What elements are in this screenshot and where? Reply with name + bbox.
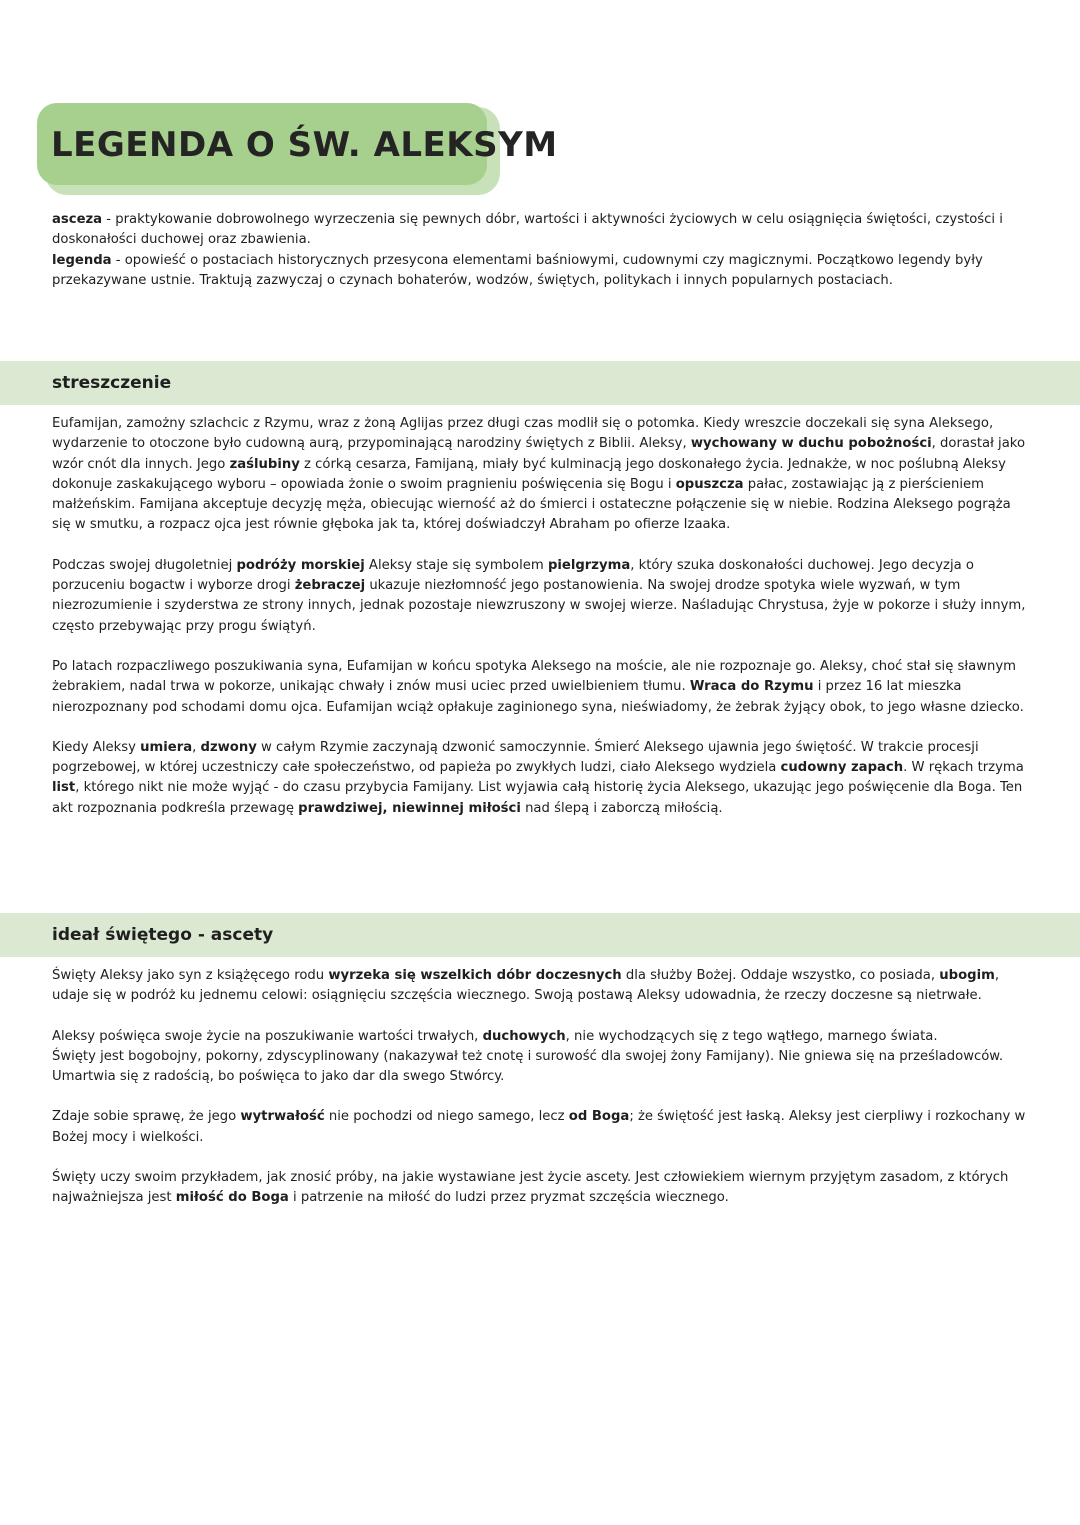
text: , którego nikt nie może wyjąć - do czasu przybycia Famijany. List wyjawia całą historię życia Aleksego, ukazując jego poświęcenie dla Boga. Ten akt rozpoznania podkreśla przewagę: [52, 780, 1023, 816]
ideal-paragraph-4: [52, 1107, 1032, 1148]
ideal-paragraph-3: Święty jest bogobojny, pokorny, zdyscyplinowany (nakazywał też cnotę i surowość dla swojej żony Famijany). Nie gniewa się na prześladowców. Umartwia się z radością, bo poświęca to jako dar dla swego Stwórcy.: [52, 1048, 1004, 1085]
ideal-paragraph-2: [52, 1027, 1032, 1047]
bold-text: wytrwałość: [240, 1109, 325, 1125]
text: Po latach rozpaczliwego poszukiwania syna, Eufamijan w końcu spotyka Aleksego na moście, ale nie rozpoznaje go. Aleksy, choć stał się sławnym żebrakiem, nadal trwa w pokorze, unikając chwały i znów musi uciec przed uwielbieniem tłumu.: [52, 658, 1016, 695]
text: , dorastał jako wzór cnót dla innych. Jego: [52, 436, 1026, 472]
section-title-ideal: ideał świętego - ascety: [52, 925, 274, 945]
bold-text: Wraca do Rzymu: [689, 679, 814, 695]
text: z córką cesarza, Famijaną, miały być kulminacją jego doskonałego życia. Jednakże, w noc poślubną Aleksy dokonuje zaskakującego wyboru – opowiada żonie o swoim pragnieniu poświęcenia się Bogu i: [52, 456, 1006, 492]
section-header-ideal: [0, 913, 1080, 957]
bold-text: podróży morskiej: [236, 557, 365, 573]
text: Podczas swojej długoletniej: [52, 557, 237, 573]
bold-text: od Boga: [568, 1109, 630, 1125]
bold-text: pielgrzyma: [547, 557, 631, 573]
bold-text: zaślubiny: [229, 456, 300, 472]
bold-text: wyrzeka się wszelkich dóbr doczesnych: [328, 968, 622, 983]
ideal-paragraph-5: [52, 1168, 1032, 1209]
definition-text: - praktykowanie dobrowolnego wyrzeczenia się pewnych dóbr, wartości i aktywności życiowych w celu osiągnięcia świętości, czystości i doskonałości duchowej oraz zbawienia.: [52, 212, 1003, 248]
spacer: [52, 1087, 1032, 1107]
ideal-paragraph-1: [52, 966, 1032, 1007]
text: nad ślepą i zaborczą miłością.: [520, 800, 723, 816]
title-banner: [37, 103, 558, 195]
definitions: [52, 210, 1032, 291]
text: Eufamijan, zamożny szlachcic z Rzymu, wraz z żoną Aglijas przez długi czas modlił się o potomka. Kiedy wreszcie doczekali się syna Aleksego, wydarzenie to otoczone było cudowną aurą, przypominającą narodziny świętych z Biblii. Aleksy,: [52, 416, 994, 452]
ideal-text: [52, 966, 1032, 1209]
text: dla służby Bożej. Oddaje wszystko, co posiada,: [621, 968, 940, 983]
bold-text: dzwony: [200, 739, 257, 755]
text: w całym Rzymie zaczynają dzwonić samoczynnie. Śmierć Aleksego ujawnia jego świętość. W trakcie procesji pogrzebowej, w której uczestniczy całe społeczeństwo, od papieża po zwykłych ludzi, ciało Aleksego wydziela: [52, 739, 979, 776]
spacer: [52, 637, 1032, 657]
summary-text: [52, 414, 1032, 819]
summary-paragraph-1: [52, 414, 1032, 536]
text: Kiedy Aleksy: [52, 739, 141, 755]
text: nie pochodzi od niego samego, lecz: [324, 1109, 569, 1125]
text: Aleksy poświęca swoje życie na poszukiwanie wartości trwałych,: [52, 1028, 483, 1044]
bold-text: opuszcza: [675, 476, 744, 492]
text: i przez 16 lat mieszka nierozpoznany pod schodami domu ojca. Eufamijan wciąż opłakuje zaginionego syna, nieświadomy, że żebrak żyjący obok, to jego własne dziecko.: [52, 679, 1024, 715]
text: . W rękach trzyma: [903, 760, 1024, 776]
spacer: [52, 1007, 1032, 1027]
text: pałac, zostawiając ją z pierścieniem małżeńskim. Famijana akceptuje decyzję męża, obiecując wierność aż do śmierci i ostateczne połączenie się w niebie. Rodzina Aleksego pogrąża się w smutku, a rozpacz ojca jest równie głęboka jak ta, której doświadczył Abraham po ofierze Izaaka.: [52, 476, 1011, 533]
text: Aleksy staje się symbolem: [364, 557, 548, 573]
bold-text: żebraczej: [294, 578, 366, 594]
spacer: [52, 718, 1032, 738]
text: i patrzenie na miłość do ludzi przez pryzmat szczęścia wiecznego.: [288, 1190, 729, 1206]
text: Święty uczy swoim przykładem, jak znosić próby, na jakie wystawiane jest życie ascety. Jest człowiekiem wiernym przyjętym zasadom, z których najważniejsza jest: [52, 1170, 1009, 1206]
summary-paragraph-3: [52, 657, 1032, 718]
definition-asceza: [52, 210, 1032, 251]
summary-paragraph-4: [52, 738, 1032, 819]
text: , który szuka doskonałości duchowej. Jego decyzja o porzuceniu bogactw i wyborze drogi: [52, 557, 974, 594]
bold-text: duchowych: [482, 1028, 566, 1044]
summary-paragraph-2: [52, 556, 1032, 637]
spacer: [52, 536, 1032, 556]
text: Zdaje sobie sprawę, że jego: [52, 1109, 241, 1125]
text: Święty Aleksy jako syn z książęcego rodu: [52, 968, 329, 983]
section-title-summary: streszczenie: [52, 373, 172, 393]
text: ,: [192, 739, 201, 755]
bold-text: ubogim: [939, 968, 995, 983]
text: , udaje się w podróż ku jednemu celowi: osiągnięciu szczęścia wiecznego. Swoją postawą Aleksy udowadnia, że rzeczy doczesne są nietrwałe.: [52, 968, 1000, 1004]
spacer: [52, 1148, 1032, 1168]
bold-text: prawdziwej, niewinnej miłości: [298, 800, 521, 816]
page-title: LEGENDA O ŚW. ALEKSYM: [51, 125, 558, 165]
bold-text: cudowny zapach: [780, 760, 904, 776]
term-asceza: asceza: [52, 212, 103, 227]
text: , nie wychodzących się z tego wątłego, marnego świata.: [565, 1028, 938, 1044]
section-header-summary: [0, 361, 1080, 405]
definition-legenda: [52, 251, 1032, 292]
text: ukazuje niezłomność jego postanowienia. Na swojej drodze spotyka wiele wyzwań, w tym niezrozumienie i szyderstwa ze strony innych, jednak pozostaje niewzruszony w swojej wierze. Naśladując Chrystusa, żyje w pokorze i służy innym, często przebywając przy progu świątyń.: [52, 578, 1026, 634]
definition-text: - opowieść o postaciach historycznych przesycona elementami baśniowymi, cudownymi czy magicznymi. Początkowo legendy były przekazywane ustnie. Traktują zazwyczaj o czynach bohaterów, wodzów, świętych, politykach i innych popularnych postaciach.: [52, 252, 983, 288]
bold-text: umiera: [140, 739, 193, 755]
term-legenda: legenda: [52, 252, 112, 268]
bold-text: list: [52, 780, 76, 796]
text: ; że świętość jest łaską. Aleksy jest cierpliwy i rozkochany w Bożej mocy i wielkości.: [52, 1109, 1026, 1145]
bold-text: wychowany w duchu pobożności: [690, 436, 932, 452]
bold-text: miłość do Boga: [175, 1190, 289, 1206]
